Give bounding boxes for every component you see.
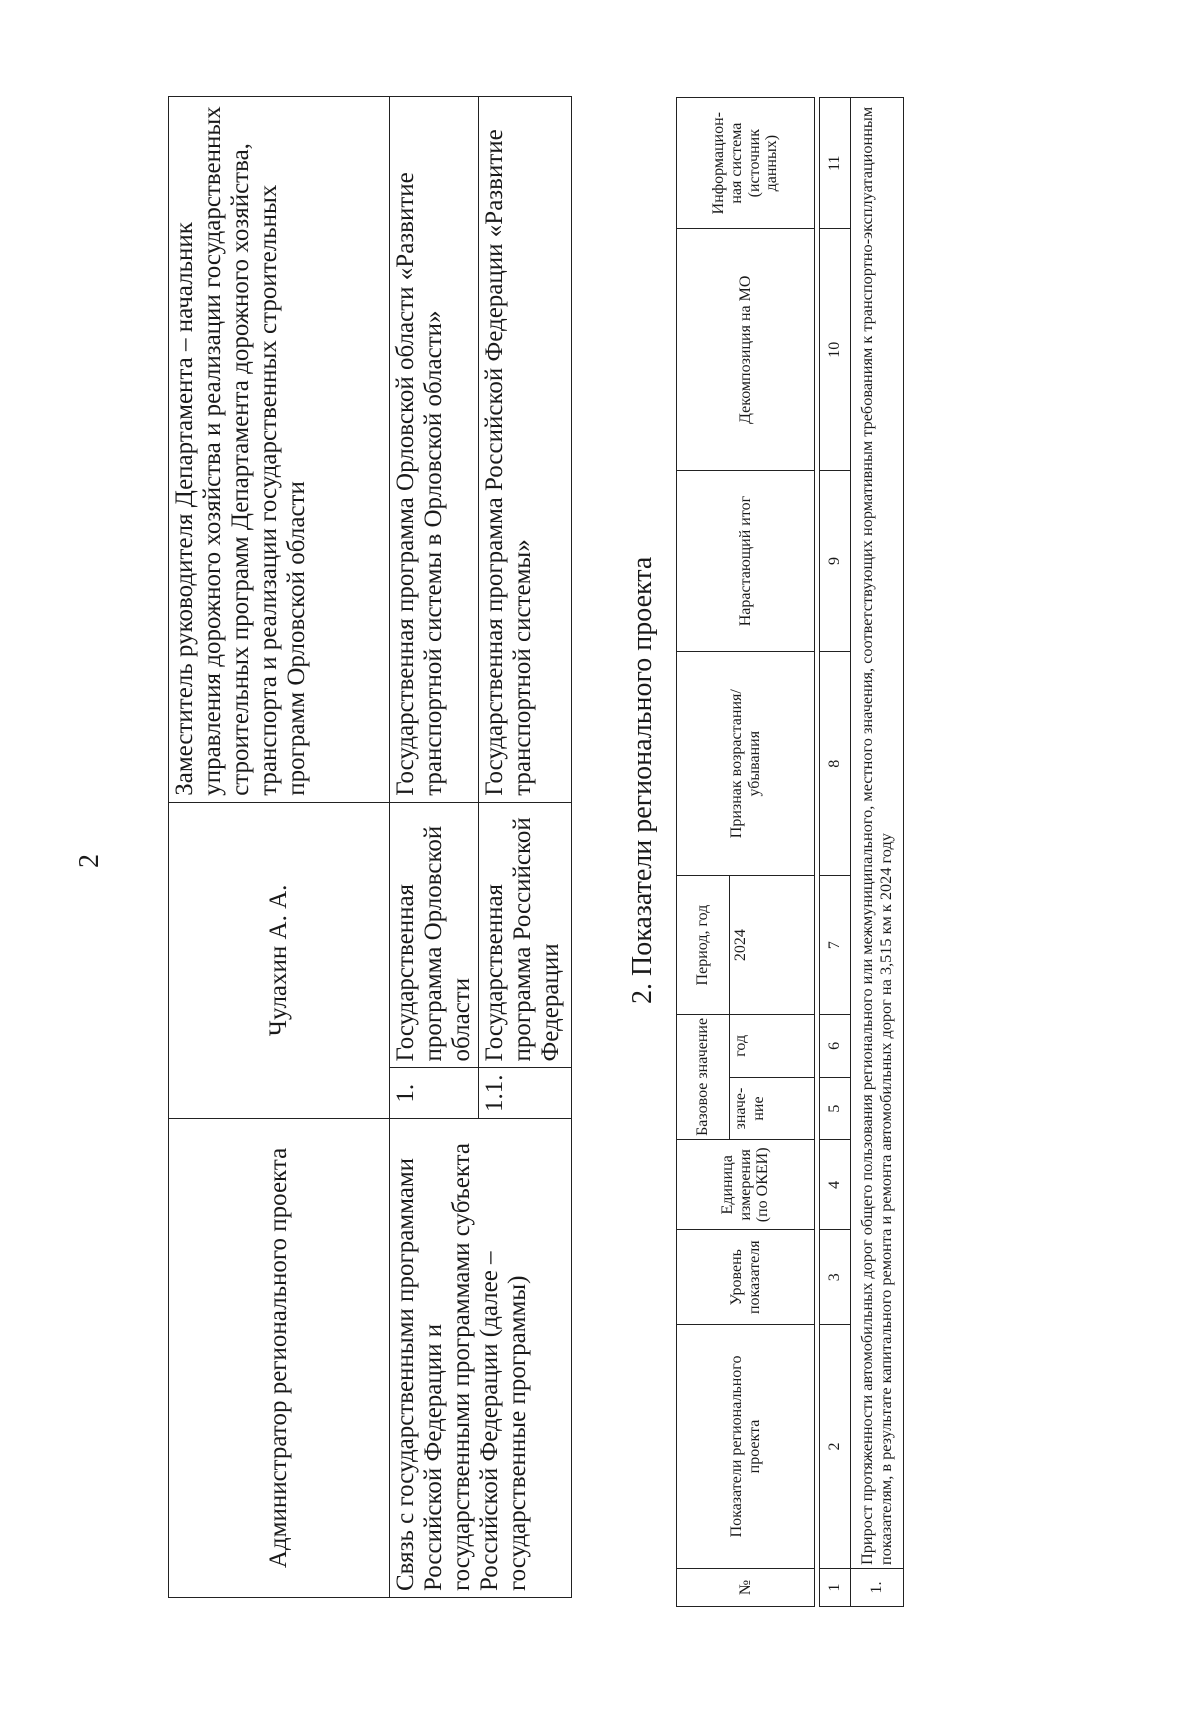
col-header-info-system: Информацион-ная система (источник данных)	[677, 98, 815, 229]
col-header-base-value: значе-ние	[730, 1077, 815, 1139]
column-numbers-row	[820, 98, 851, 1607]
admin-label: Администратор регионального проекта	[169, 1118, 390, 1597]
column-number: 3	[820, 1230, 851, 1324]
column-number: 6	[820, 1014, 851, 1077]
col-header-level: Уровень показателя	[677, 1230, 815, 1324]
col-header-decomposition: Декомпозиция на МО	[677, 229, 815, 471]
table-row	[169, 97, 390, 1598]
row-description: Прирост протяженности автомобильных дорог общего пользования регионального или межмуниципального, местного значения, соответствующих нормативным требованиям к транспортно-эксплуатационным показателям, в результате капитального ремонта и ремонта автомобильных дорог на 3,515 км к 2024 году	[851, 98, 904, 1569]
admin-name: Чулахин А. А.	[169, 802, 390, 1118]
col-header-num: №	[677, 1569, 815, 1607]
col-header-base-year: год	[730, 1014, 815, 1077]
column-number: 7	[820, 876, 851, 1014]
column-number: 5	[820, 1077, 851, 1139]
col-header-indicator: Показатели регионального проекта	[677, 1324, 815, 1568]
col-header-cumulative: Нарастающий итог	[677, 471, 815, 652]
table-row	[390, 97, 479, 1598]
program-full-name: Государственная программа Орловской области «Развитие транспортной системы в Орловской области»	[390, 97, 479, 803]
col-header-base: Базовое значение	[677, 1014, 730, 1140]
column-number: 11	[820, 98, 851, 229]
column-number: 4	[820, 1140, 851, 1230]
program-name: Государственная программа Российской Федерации	[479, 802, 572, 1068]
program-name: Государственная программа Орловской области	[390, 802, 479, 1068]
indicators-table	[676, 97, 904, 1607]
program-num: 1.	[390, 1068, 479, 1119]
col-header-trend: Признак возрастания/ убывания	[677, 651, 815, 876]
page-number: 2	[74, 854, 105, 868]
column-number: 10	[820, 229, 851, 471]
admin-position: Заместитель руководителя Департамента – начальник управления дорожного хозяйства и реализации государственных строительных программ Департамента дорожного хозяйства, транспорта и реализации государственных строительных программ Орловской области	[169, 97, 390, 803]
column-number: 1	[820, 1569, 851, 1607]
program-link-label: Связь с государственными программами Российской Федерации и государственными программами субъекта Российской Федерации (далее – государственные программы)	[390, 1118, 572, 1597]
col-header-unit: Единица измерения (по ОКЕИ)	[677, 1140, 815, 1230]
column-number: 8	[820, 651, 851, 876]
header-row	[677, 98, 730, 1607]
row-number: 1.	[851, 1569, 904, 1607]
project-info-table	[168, 96, 572, 1598]
program-num: 1.1.	[479, 1068, 572, 1119]
col-header-period: Период, год	[677, 876, 730, 1014]
section-title: 2. Показатели регионального проекта	[627, 556, 658, 1004]
program-full-name: Государственная программа Российской Федерации «Развитие транспортной системы»	[479, 97, 572, 803]
column-number: 9	[820, 471, 851, 652]
column-number: 2	[820, 1324, 851, 1568]
table-row	[851, 98, 904, 1607]
col-header-period-year: 2024	[730, 876, 815, 1014]
